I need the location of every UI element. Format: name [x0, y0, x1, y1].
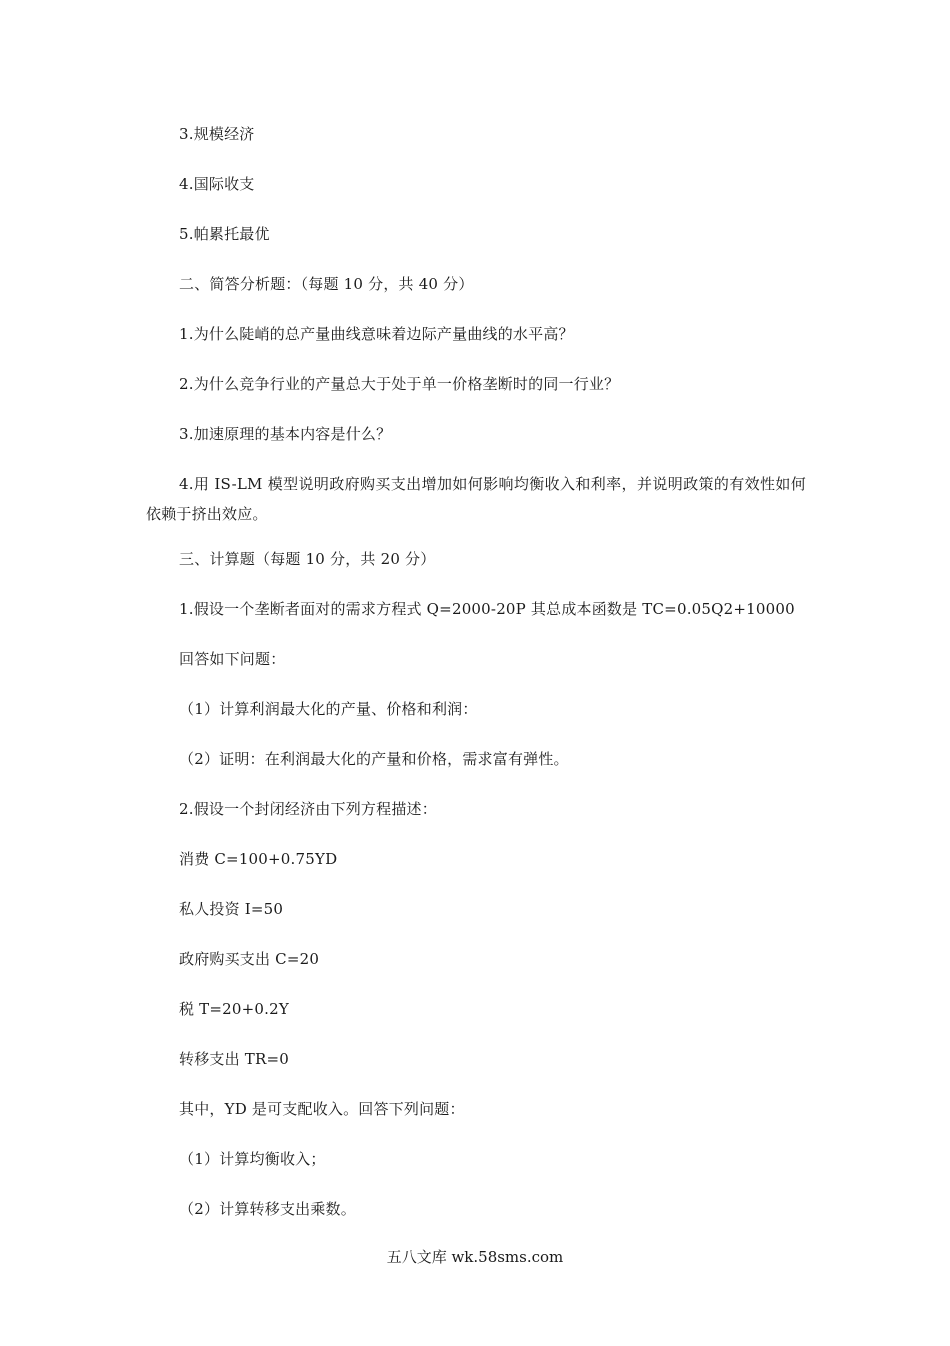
term-economies-of-scale: 3.规模经济 — [179, 125, 255, 143]
section-heading-short-answer: 二、简答分析题：（每题 10 分，共 40 分） — [179, 275, 474, 293]
equation-transfers: 转移支出 TR=0 — [179, 1050, 289, 1068]
question-calc-1-part-2: （2）证明：在利润最大化的产量和价格，需求富有弹性。 — [179, 750, 569, 768]
question-calc-1: 1.假设一个垄断者面对的需求方程式 Q=2000-20P 其总成本函数是 TC=0.05Q2+10000 — [179, 600, 795, 618]
equation-investment: 私人投资 I=50 — [179, 900, 284, 918]
term-balance-of-payments: 4.国际收支 — [179, 175, 255, 193]
page-footer: 五八文库 wk.58sms.com — [386, 1248, 564, 1266]
question-calc-1-prompt: 回答如下问题： — [179, 650, 286, 668]
equation-government-purchases: 政府购买支出 C=20 — [179, 950, 320, 968]
section-heading-calculation: 三、计算题（每题 10 分，共 20 分） — [179, 550, 436, 568]
question-calc-2: 2.假设一个封闭经济由下列方程描述： — [179, 800, 437, 818]
question-calc-1-part-1: （1）计算利润最大化的产量、价格和利润： — [179, 700, 478, 718]
term-pareto-optimal: 5.帕累托最优 — [179, 225, 270, 243]
question-short-2: 2.为什么竞争行业的产量总大于处于单一价格垄断时的同一行业？ — [179, 375, 620, 393]
question-calc-2-part-1: （1）计算均衡收入； — [179, 1150, 326, 1168]
equation-tax: 税 T=20+0.2Y — [179, 1000, 289, 1018]
question-short-4: 4.用 IS-LM 模型说明政府购买支出增加如何影响均衡收入和利率，并说明政策的有效性如何依赖于挤出效应。 — [146, 475, 806, 523]
equation-consumption: 消费 C=100+0.75YD — [179, 850, 338, 868]
question-calc-2-part-2: （2）计算转移支出乘数。 — [179, 1200, 356, 1218]
question-calc-2-prompt: 其中，YD 是可支配收入。回答下列问题： — [179, 1100, 465, 1118]
question-short-3: 3.加速原理的基本内容是什么？ — [179, 425, 392, 443]
question-short-1: 1.为什么陡峭的总产量曲线意味着边际产量曲线的水平高？ — [179, 325, 574, 343]
